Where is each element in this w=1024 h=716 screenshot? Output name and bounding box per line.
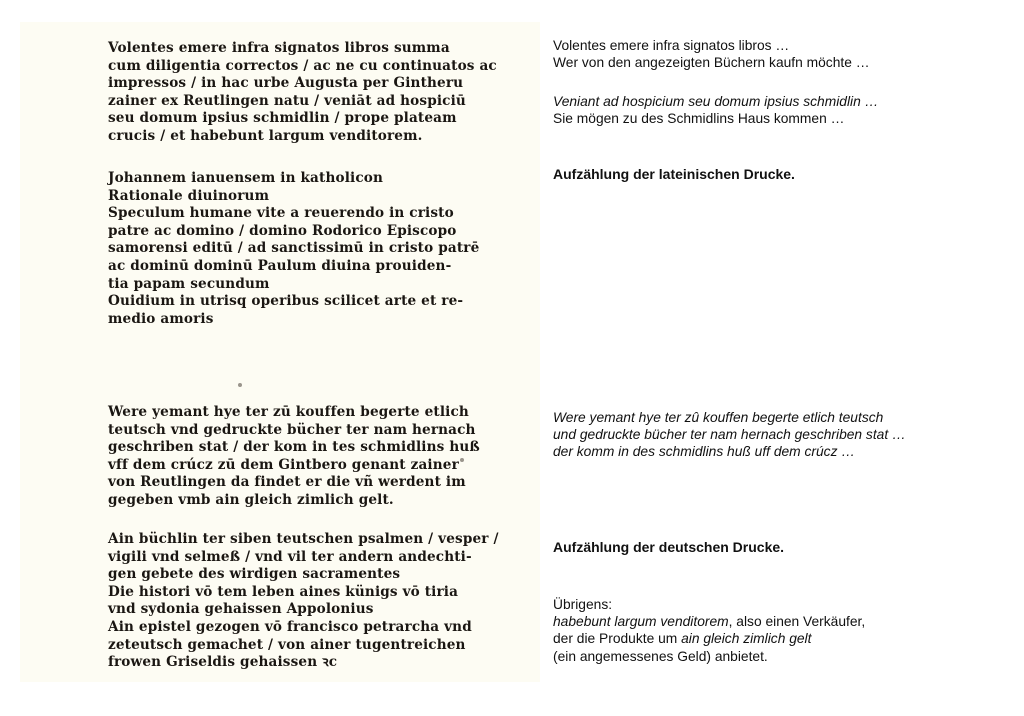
scan-line: seu domum ipsius schmidlin / prope plateam	[108, 110, 457, 127]
scan-line: tia papam secundum	[108, 275, 270, 292]
heading-german-prints: Aufzählung der deutschen Drucke.	[553, 539, 785, 555]
scan-line: crucis / et habebunt largum venditorem.	[108, 127, 423, 144]
scan-line: Die histori vō tem leben aines künigs vō tiria	[108, 583, 459, 600]
note-line: Veniant ad hospicium seu domum ipsius schmidlin …	[553, 94, 879, 109]
scan-line: vff dem crúcz zū dem Gintbero genant zainer	[108, 456, 459, 473]
scan-line: vnd sydonia gehaissen Appolonius	[108, 601, 374, 618]
scan-line: Ain büchlin ter siben teutschen psalmen / vesper /	[108, 531, 499, 547]
scan-line: zeteutsch gemachet / von ainer tugentreichen	[108, 636, 466, 653]
scan-line: samorensi editū / ad sanctissimū in cristo patrē	[108, 240, 480, 257]
scan-line: Ain epistel gezogen vō francisco petrarcha vnd	[108, 618, 472, 635]
scan-line: geschriben stat / der kom in tes schmidlins huß	[108, 439, 480, 456]
note-line: und gedruckte bücher ter nam hernach geschriben stat …	[553, 427, 906, 443]
note-remark	[553, 596, 1003, 665]
scan-line: frowen Griseldis gehaissen ꝛc	[108, 654, 338, 671]
scan-line: von Reutlingen da findet er die vñ werdent im	[108, 474, 466, 491]
note-german-quote	[553, 409, 1003, 461]
scan-line: vigili vnd selmeß / vnd vil ter andern andechti-	[108, 548, 472, 565]
note-line: Were yemant hye ter zû kouffen begerte etlich teutsch	[553, 410, 884, 425]
scan-line: Were yemant hye ter zū kouffen begerte etlich	[108, 404, 469, 420]
scan-line: ac dominū dominū Paulum diuina prouiden-	[108, 257, 452, 274]
scan-line: gen gebete des wirdigen sacramentes	[108, 566, 401, 583]
note-intro	[553, 37, 1003, 71]
scan-line: patre ac domino / domino Rodorico Episcopo	[108, 222, 457, 239]
note-line: (ein angemessenes Geld) anbietet.	[553, 648, 768, 664]
note-line: Übrigens:	[553, 597, 613, 612]
scan-german-list	[108, 531, 528, 672]
scan-line: zainer ex Reutlingen natu / veniāt ad hospiciū	[108, 92, 466, 109]
note-line: Volentes emere infra signatos libros …	[553, 38, 790, 53]
scan-line: cum diligentia correctos / ac ne cu continuatos ac	[108, 57, 497, 74]
german-phrase: ain gleich zimlich gelt	[681, 631, 812, 647]
scan-line: Ouidium in utrisq operibus scilicet arte et re-	[108, 293, 464, 310]
scan-line: Speculum humane vite a reuerendo in cristo	[108, 205, 454, 222]
scan-line: medio amoris	[108, 310, 214, 327]
note-line	[553, 613, 1003, 630]
scan-latin-list	[108, 170, 528, 328]
scan-line: teutsch vnd gedruckte bücher ter nam hernach	[108, 421, 476, 438]
scan-line: Rationale diuinorum	[108, 187, 270, 204]
note-line: Wer von den angezeigten Büchern kaufn möchte …	[553, 55, 870, 71]
heading-latin-prints: Aufzählung der lateinischen Drucke.	[553, 166, 795, 182]
note-hospicium	[553, 93, 1003, 127]
scan-line: impressos / in hac urbe Augusta per Gintheru	[108, 75, 464, 92]
scan-german-intro	[108, 404, 528, 510]
note-line: der komm in des schmidlins huß uff dem crúcz …	[553, 444, 856, 460]
note-text: , also einen Verkäufer,	[728, 614, 866, 630]
note-line: Sie mögen zu des Schmidlins Haus kommen …	[553, 111, 845, 127]
scan-line: gegeben vmb ain gleich zimlich gelt.	[108, 491, 394, 508]
note-line	[553, 630, 1003, 647]
note-text: der die Produkte um	[553, 631, 682, 647]
scan-line: Volentes emere infra signatos libros summa	[108, 40, 450, 56]
paper-speck	[238, 383, 242, 387]
scan-latin-intro	[108, 40, 528, 146]
latin-phrase: habebunt largum venditorem	[553, 614, 729, 630]
scan-line: Johannem ianuensem in katholicon	[108, 170, 384, 186]
